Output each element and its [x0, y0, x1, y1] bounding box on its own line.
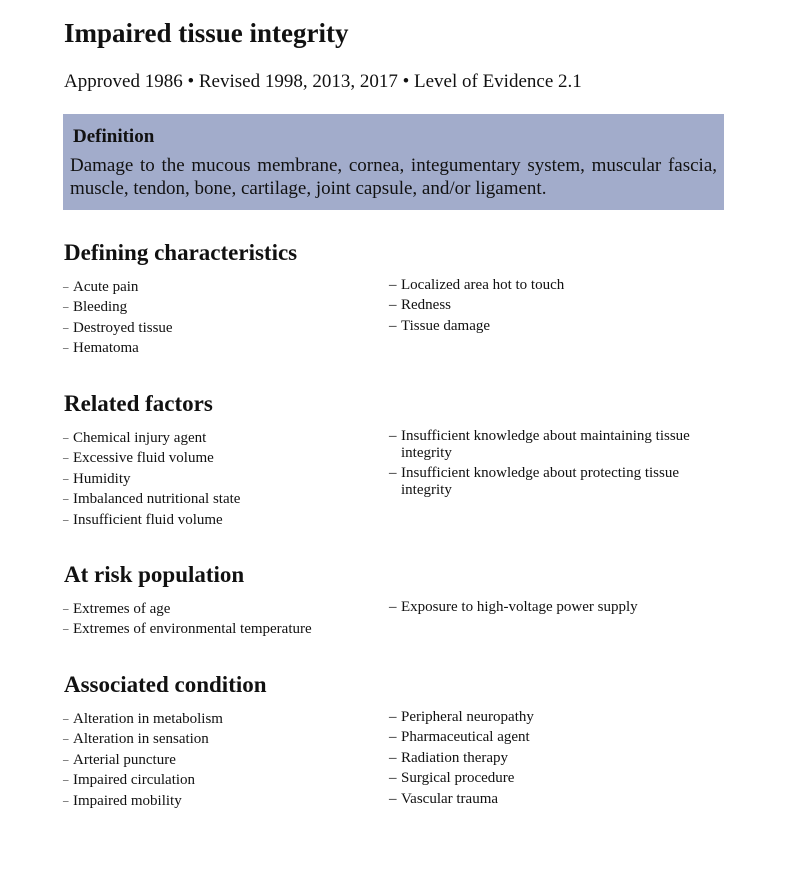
definition-text: Damage to the mucous membrane, cornea, integumentary system, muscular fascia, muscle, tendon, bone, cartilage, joint capsule, and/or ligament.	[70, 155, 717, 199]
related-factors-right-list	[390, 428, 700, 499]
list-item: – Pharmaceutical agent	[390, 729, 700, 746]
at-risk-population-right-list	[390, 599, 700, 616]
at-risk-population-left-list	[64, 599, 374, 640]
list-item: – Arterial puncture	[64, 750, 374, 770]
defining-characteristics-left-list	[64, 277, 374, 359]
list-item: – Extremes of environmental temperature	[64, 619, 374, 639]
list-item: – Excessive fluid volume	[64, 448, 374, 468]
list-item: – Alteration in sensation	[64, 729, 374, 749]
section-at-risk-population	[64, 561, 724, 638]
list-item: – Vascular trauma	[390, 791, 700, 808]
associated-condition-right-list	[390, 709, 700, 808]
list-item: – Extremes of age	[64, 599, 374, 619]
section-defining-characteristics	[64, 239, 724, 357]
section-heading: Defining characteristics	[64, 240, 298, 265]
definition-heading: Definition	[73, 126, 155, 147]
section-associated-condition	[64, 671, 724, 809]
section-heading: At risk population	[64, 562, 245, 587]
list-item: – Insufficient knowledge about maintaining tissue integrity	[390, 428, 700, 462]
list-item: – Bleeding	[64, 297, 374, 317]
list-item: – Impaired circulation	[64, 770, 374, 790]
section-heading: Associated condition	[64, 672, 267, 697]
related-factors-left-list	[64, 428, 374, 530]
list-item: – Peripheral neuropathy	[390, 709, 700, 726]
defining-characteristics-right-list	[390, 277, 700, 335]
approval-meta: Approved 1986 • Revised 1998, 2013, 2017 • Level of Evidence 2.1	[64, 71, 582, 92]
list-item: – Acute pain	[64, 277, 374, 297]
section-related-factors	[64, 390, 724, 528]
list-item: – Insufficient knowledge about protecting tissue integrity	[390, 465, 700, 499]
list-item: – Imbalanced nutritional state	[64, 489, 374, 509]
definition-box	[63, 114, 724, 210]
list-item: – Exposure to high-voltage power supply	[390, 599, 700, 616]
associated-condition-left-list	[64, 709, 374, 811]
list-item: – Chemical injury agent	[64, 428, 374, 448]
list-item: – Surgical procedure	[390, 770, 700, 787]
list-item: – Humidity	[64, 469, 374, 489]
page-title: Impaired tissue integrity	[64, 18, 349, 48]
list-item: – Destroyed tissue	[64, 318, 374, 338]
list-item: – Hematoma	[64, 338, 374, 358]
list-item: – Radiation therapy	[390, 750, 700, 767]
list-item: – Tissue damage	[390, 318, 700, 335]
list-item: – Alteration in metabolism	[64, 709, 374, 729]
section-heading: Related factors	[64, 391, 213, 416]
list-item: – Redness	[390, 297, 700, 314]
list-item: – Localized area hot to touch	[390, 277, 700, 294]
list-item: – Impaired mobility	[64, 791, 374, 811]
list-item: – Insufficient fluid volume	[64, 510, 374, 530]
